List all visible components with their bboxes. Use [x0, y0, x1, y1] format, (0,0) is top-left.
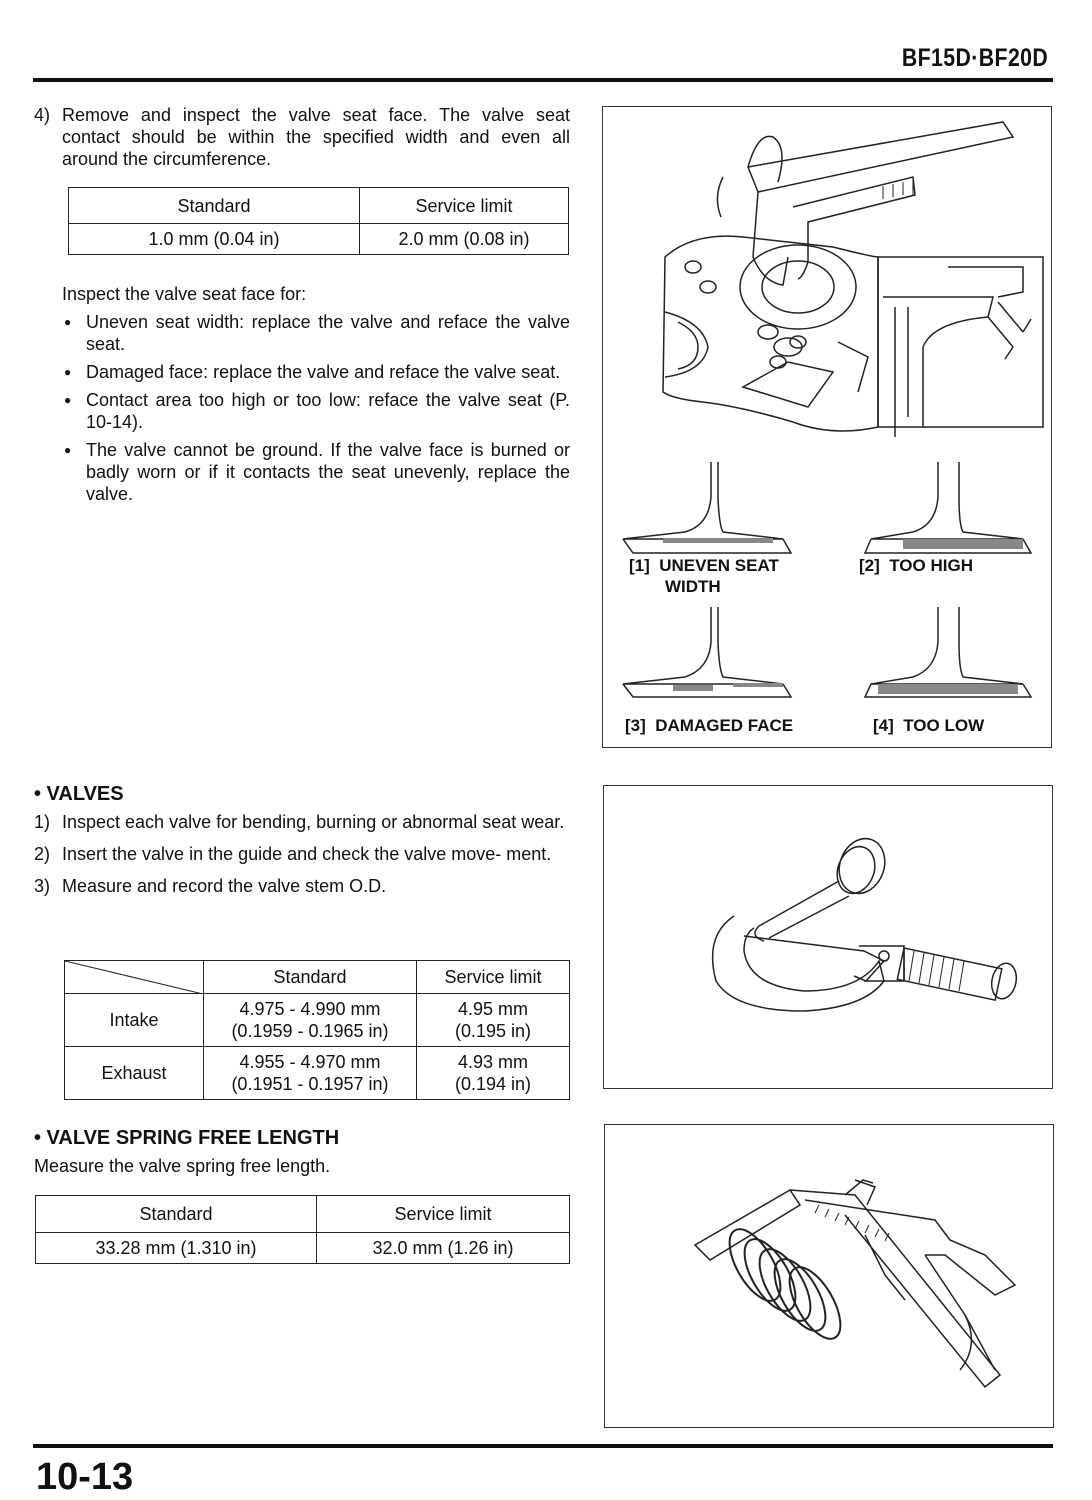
row-label: Intake — [65, 994, 204, 1047]
figure-label-3: [3] DAMAGED FACE — [625, 716, 794, 735]
valve-spring-section — [34, 1127, 570, 1177]
table-header-standard: Standard — [36, 1196, 317, 1233]
inspect-intro: Inspect the valve seat face for: — [62, 284, 307, 304]
step-3: 3) Measure and record the valve stem O.D. — [34, 876, 387, 896]
spring-length-standard: 33.28 mm (1.310 in) — [36, 1233, 317, 1264]
cell-limit: 4.95 mm (0.195 in) — [417, 994, 570, 1047]
step-2: 2) Insert the valve in the guide and check the valve move- ment. — [34, 844, 552, 864]
valve-stem-table — [64, 960, 570, 1100]
step-1: 1) Inspect each valve for bending, burning or abnormal seat wear. — [34, 812, 565, 832]
spring-length-table — [35, 1195, 570, 1264]
valve-seat-illustration — [603, 107, 1051, 747]
section-heading: • VALVES — [34, 783, 124, 805]
spring-length-limit: 32.0 mm (1.26 in) — [317, 1233, 570, 1264]
table-row — [65, 994, 570, 1047]
spring-caliper-figure — [604, 1124, 1054, 1428]
table-header-standard: Standard — [204, 961, 417, 994]
section-text: Measure the valve spring free length. — [34, 1156, 331, 1176]
table-corner-cell — [65, 961, 204, 994]
list-item: ● The valve cannot be ground. If the valve face is burned or badly worn or if it contacts the seat unevenly, replace the valve. — [64, 440, 570, 504]
header-rule — [33, 78, 1053, 82]
table-header-limit: Service limit — [317, 1196, 570, 1233]
valves-section — [34, 783, 570, 897]
list-item: ● Contact area too high or too low: reface the valve seat (P. 10-14). — [64, 390, 570, 432]
list-item: ● Damaged face: replace the valve and reface the valve seat. — [64, 362, 561, 382]
step-4 — [34, 104, 570, 170]
caliper-spring-illustration — [605, 1125, 1053, 1427]
figure-label-1: [1] UNEVEN SEAT — [629, 556, 779, 575]
seat-width-limit: 2.0 mm (0.08 in) — [360, 224, 569, 255]
diagonal-line — [65, 961, 203, 994]
section-heading: • VALVE SPRING FREE LENGTH — [34, 1127, 340, 1149]
figure-label-2: [2] TOO HIGH — [859, 556, 973, 575]
page-number: 10-13 — [36, 1456, 134, 1498]
table-header-limit: Service limit — [360, 188, 569, 224]
valve-seat-figure — [602, 106, 1052, 748]
step-number: 4) — [34, 105, 51, 125]
cell-limit: 4.93 mm (0.194 in) — [417, 1047, 570, 1100]
table-header-limit: Service limit — [417, 961, 570, 994]
model-header: BF15D·BF20D — [901, 44, 1048, 72]
figure-label-4: [4] TOO LOW — [873, 716, 985, 735]
row-label: Exhaust — [65, 1047, 204, 1100]
seat-width-standard: 1.0 mm (0.04 in) — [69, 224, 360, 255]
table-row — [65, 1047, 570, 1100]
list-item: ● Uneven seat width: replace the valve and reface the valve seat. — [64, 312, 570, 354]
footer-rule — [33, 1444, 1053, 1448]
step-text: Remove and inspect the valve seat face. The valve seat contact should be within the specified width and even all around the circumference. — [62, 105, 570, 169]
micrometer-figure — [603, 785, 1053, 1089]
cell-standard: 4.955 - 4.970 mm (0.1951 - 0.1957 in) — [204, 1047, 417, 1100]
seat-width-table — [68, 187, 569, 255]
inspect-list — [62, 283, 570, 505]
figure-label-1-line2: WIDTH — [665, 577, 721, 596]
cell-standard: 4.975 - 4.990 mm (0.1959 - 0.1965 in) — [204, 994, 417, 1047]
micrometer-illustration — [604, 786, 1052, 1088]
valve-seat-section — [34, 104, 570, 170]
table-header-standard: Standard — [69, 188, 360, 224]
